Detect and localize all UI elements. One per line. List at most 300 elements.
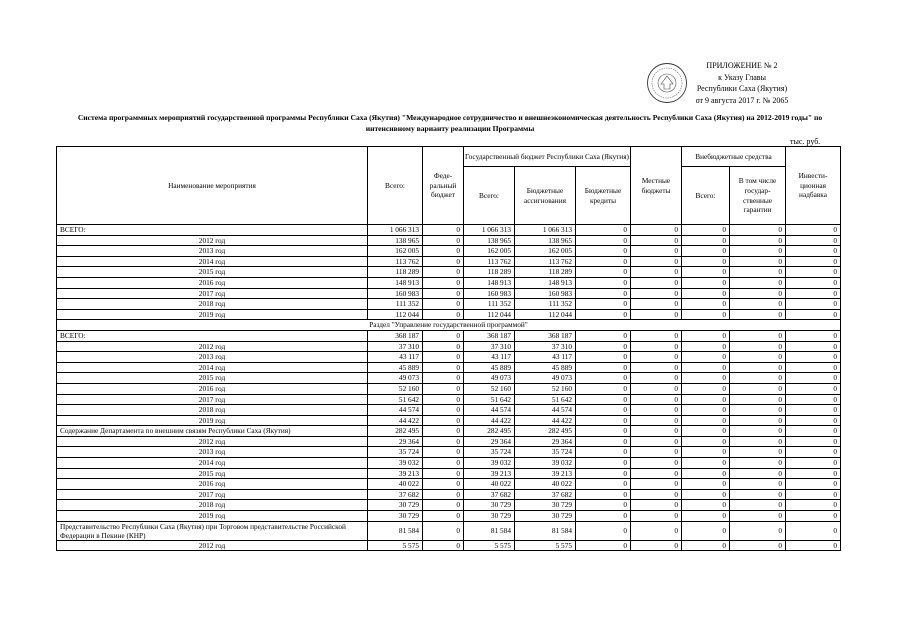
row-label: 2019 год bbox=[57, 309, 368, 320]
cell-value: 30 729 bbox=[515, 511, 576, 522]
cell-value: 0 bbox=[682, 246, 730, 257]
cell-value: 0 bbox=[423, 277, 464, 288]
cell-value: 0 bbox=[730, 458, 786, 469]
cell-value: 0 bbox=[786, 511, 841, 522]
cell-value: 148 913 bbox=[515, 277, 576, 288]
cell-value: 0 bbox=[786, 489, 841, 500]
cell-value: 160 983 bbox=[464, 288, 515, 299]
annex-line: Республики Саха (Якутия) bbox=[696, 84, 788, 93]
annex-line: ПРИЛОЖЕНИЕ № 2 bbox=[706, 61, 778, 70]
table-row bbox=[57, 277, 841, 288]
cell-value: 0 bbox=[682, 225, 730, 236]
cell-value: 0 bbox=[730, 540, 786, 551]
annex-stamp bbox=[672, 60, 812, 106]
cell-value: 0 bbox=[576, 225, 631, 236]
cell-value: 0 bbox=[786, 373, 841, 384]
cell-value: 0 bbox=[682, 352, 730, 363]
row-label: ВСЕГО: bbox=[57, 330, 368, 341]
cell-value: 0 bbox=[631, 277, 682, 288]
cell-value: 0 bbox=[730, 489, 786, 500]
cell-value: 0 bbox=[786, 394, 841, 405]
cell-value: 0 bbox=[730, 521, 786, 540]
cell-value: 0 bbox=[631, 394, 682, 405]
row-label: 2015 год bbox=[57, 267, 368, 278]
cell-value: 160 983 bbox=[368, 288, 423, 299]
cell-value: 39 032 bbox=[368, 458, 423, 469]
cell-value: 0 bbox=[786, 256, 841, 267]
cell-value: 282 495 bbox=[368, 426, 423, 437]
row-label: 2012 год bbox=[57, 341, 368, 352]
header-extra-total: Всего: bbox=[682, 167, 730, 225]
cell-value: 0 bbox=[631, 309, 682, 320]
cell-value: 40 022 bbox=[464, 479, 515, 490]
cell-value: 0 bbox=[631, 511, 682, 522]
cell-value: 0 bbox=[423, 235, 464, 246]
cell-value: 5 575 bbox=[515, 540, 576, 551]
cell-value: 43 117 bbox=[515, 352, 576, 363]
cell-value: 0 bbox=[730, 511, 786, 522]
cell-value: 0 bbox=[631, 352, 682, 363]
cell-value: 113 762 bbox=[368, 256, 423, 267]
cell-value: 39 213 bbox=[464, 468, 515, 479]
cell-value: 0 bbox=[423, 511, 464, 522]
cell-value: 37 310 bbox=[464, 341, 515, 352]
cell-value: 81 584 bbox=[515, 521, 576, 540]
cell-value: 30 729 bbox=[368, 500, 423, 511]
cell-value: 1 066 313 bbox=[464, 225, 515, 236]
cell-value: 0 bbox=[423, 458, 464, 469]
cell-value: 0 bbox=[631, 362, 682, 373]
cell-value: 0 bbox=[730, 225, 786, 236]
cell-value: 30 729 bbox=[464, 511, 515, 522]
cell-value: 112 044 bbox=[368, 309, 423, 320]
cell-value: 51 642 bbox=[515, 394, 576, 405]
cell-value: 0 bbox=[631, 540, 682, 551]
cell-value: 0 bbox=[682, 288, 730, 299]
cell-value: 29 364 bbox=[368, 436, 423, 447]
table-row bbox=[57, 405, 841, 416]
cell-value: 138 965 bbox=[515, 235, 576, 246]
cell-value: 81 584 bbox=[368, 521, 423, 540]
cell-value: 0 bbox=[682, 383, 730, 394]
cell-value: 0 bbox=[423, 521, 464, 540]
cell-value: 51 642 bbox=[464, 394, 515, 405]
cell-value: 0 bbox=[682, 540, 730, 551]
cell-value: 0 bbox=[786, 352, 841, 363]
row-label: 2016 год bbox=[57, 479, 368, 490]
cell-value: 43 117 bbox=[368, 352, 423, 363]
header-state-total: Всего: bbox=[464, 167, 515, 225]
cell-value: 0 bbox=[682, 373, 730, 384]
cell-value: 0 bbox=[423, 540, 464, 551]
cell-value: 30 729 bbox=[464, 500, 515, 511]
row-label: 2017 год bbox=[57, 394, 368, 405]
cell-value: 0 bbox=[423, 447, 464, 458]
cell-value: 0 bbox=[576, 479, 631, 490]
cell-value: 0 bbox=[631, 246, 682, 257]
cell-value: 0 bbox=[682, 267, 730, 278]
row-label: 2016 год bbox=[57, 383, 368, 394]
row-label: 2013 год bbox=[57, 352, 368, 363]
table-row bbox=[57, 299, 841, 310]
table-row bbox=[57, 256, 841, 267]
table-row bbox=[57, 447, 841, 458]
cell-value: 52 160 bbox=[464, 383, 515, 394]
cell-value: 1 066 313 bbox=[515, 225, 576, 236]
cell-value: 138 965 bbox=[464, 235, 515, 246]
cell-value: 0 bbox=[631, 373, 682, 384]
header-state-credit: Бюджетные кредиты bbox=[576, 167, 631, 225]
cell-value: 0 bbox=[682, 362, 730, 373]
cell-value: 138 965 bbox=[368, 235, 423, 246]
cell-value: 0 bbox=[682, 458, 730, 469]
header-state-budget: Государственный бюджет Республики Саха (Якутия) bbox=[464, 147, 631, 167]
cell-value: 0 bbox=[730, 447, 786, 458]
cell-value: 39 213 bbox=[368, 468, 423, 479]
cell-value: 0 bbox=[730, 436, 786, 447]
cell-value: 0 bbox=[631, 256, 682, 267]
cell-value: 81 584 bbox=[464, 521, 515, 540]
cell-value: 0 bbox=[682, 394, 730, 405]
cell-value: 0 bbox=[631, 479, 682, 490]
cell-value: 44 422 bbox=[515, 415, 576, 426]
cell-value: 43 117 bbox=[464, 352, 515, 363]
cell-value: 30 729 bbox=[515, 500, 576, 511]
table-row bbox=[57, 394, 841, 405]
cell-value: 0 bbox=[576, 299, 631, 310]
table-row bbox=[57, 521, 841, 540]
cell-value: 0 bbox=[682, 235, 730, 246]
cell-value: 0 bbox=[423, 415, 464, 426]
cell-value: 0 bbox=[730, 341, 786, 352]
cell-value: 0 bbox=[786, 267, 841, 278]
cell-value: 0 bbox=[576, 521, 631, 540]
annex-line: к Указу Главы bbox=[718, 72, 766, 82]
cell-value: 5 575 bbox=[464, 540, 515, 551]
cell-value: 0 bbox=[576, 383, 631, 394]
cell-value: 0 bbox=[631, 288, 682, 299]
table-row bbox=[57, 458, 841, 469]
cell-value: 111 352 bbox=[368, 299, 423, 310]
cell-value: 5 575 bbox=[368, 540, 423, 551]
table-row bbox=[57, 415, 841, 426]
cell-value: 0 bbox=[576, 267, 631, 278]
cell-value: 0 bbox=[730, 277, 786, 288]
cell-value: 0 bbox=[682, 426, 730, 437]
cell-value: 112 044 bbox=[515, 309, 576, 320]
header-total: Всего: bbox=[368, 147, 423, 225]
cell-value: 0 bbox=[786, 362, 841, 373]
cell-value: 0 bbox=[631, 267, 682, 278]
cell-value: 0 bbox=[786, 225, 841, 236]
cell-value: 0 bbox=[631, 383, 682, 394]
cell-value: 44 422 bbox=[464, 415, 515, 426]
cell-value: 368 187 bbox=[368, 330, 423, 341]
cell-value: 0 bbox=[631, 468, 682, 479]
cell-value: 282 495 bbox=[515, 426, 576, 437]
section-title: Раздел "Управление государственной программой" bbox=[57, 320, 841, 331]
cell-value: 0 bbox=[423, 267, 464, 278]
cell-value: 0 bbox=[576, 447, 631, 458]
cell-value: 0 bbox=[423, 330, 464, 341]
cell-value: 0 bbox=[730, 383, 786, 394]
table-row bbox=[57, 468, 841, 479]
header-local: Местные бюджеты bbox=[631, 147, 682, 225]
measures-table bbox=[56, 146, 841, 551]
cell-value: 0 bbox=[786, 468, 841, 479]
cell-value: 0 bbox=[786, 458, 841, 469]
cell-value: 368 187 bbox=[515, 330, 576, 341]
cell-value: 0 bbox=[576, 309, 631, 320]
cell-value: 1 066 313 bbox=[368, 225, 423, 236]
row-label: 2019 год bbox=[57, 511, 368, 522]
cell-value: 0 bbox=[423, 468, 464, 479]
cell-value: 0 bbox=[786, 277, 841, 288]
cell-value: 0 bbox=[786, 540, 841, 551]
cell-value: 0 bbox=[423, 479, 464, 490]
row-label: 2018 год bbox=[57, 405, 368, 416]
cell-value: 113 762 bbox=[464, 256, 515, 267]
cell-value: 0 bbox=[576, 426, 631, 437]
cell-value: 0 bbox=[786, 405, 841, 416]
table-row bbox=[57, 479, 841, 490]
cell-value: 0 bbox=[682, 468, 730, 479]
cell-value: 0 bbox=[730, 330, 786, 341]
cell-value: 37 682 bbox=[464, 489, 515, 500]
table-row bbox=[57, 540, 841, 551]
cell-value: 0 bbox=[576, 468, 631, 479]
cell-value: 49 073 bbox=[368, 373, 423, 384]
table-row bbox=[57, 500, 841, 511]
cell-value: 0 bbox=[682, 341, 730, 352]
cell-value: 0 bbox=[631, 500, 682, 511]
annex-line: от 9 августа 2017 г. № 2065 bbox=[695, 95, 789, 105]
cell-value: 368 187 bbox=[464, 330, 515, 341]
cell-value: 0 bbox=[423, 383, 464, 394]
cell-value: 0 bbox=[423, 500, 464, 511]
cell-value: 0 bbox=[682, 447, 730, 458]
cell-value: 0 bbox=[786, 415, 841, 426]
cell-value: 0 bbox=[631, 426, 682, 437]
cell-value: 0 bbox=[786, 330, 841, 341]
table-row bbox=[57, 246, 841, 257]
row-label: 2012 год bbox=[57, 540, 368, 551]
row-label: 2012 год bbox=[57, 235, 368, 246]
cell-value: 0 bbox=[423, 362, 464, 373]
row-label: 2012 год bbox=[57, 436, 368, 447]
cell-value: 0 bbox=[786, 500, 841, 511]
cell-value: 113 762 bbox=[515, 256, 576, 267]
cell-value: 0 bbox=[423, 309, 464, 320]
cell-value: 0 bbox=[423, 352, 464, 363]
table-row bbox=[57, 362, 841, 373]
cell-value: 0 bbox=[423, 246, 464, 257]
cell-value: 0 bbox=[423, 288, 464, 299]
cell-value: 35 724 bbox=[368, 447, 423, 458]
cell-value: 0 bbox=[576, 415, 631, 426]
cell-value: 52 160 bbox=[368, 383, 423, 394]
cell-value: 35 724 bbox=[464, 447, 515, 458]
cell-value: 0 bbox=[682, 415, 730, 426]
cell-value: 39 032 bbox=[464, 458, 515, 469]
cell-value: 0 bbox=[423, 394, 464, 405]
cell-value: 29 364 bbox=[515, 436, 576, 447]
cell-value: 0 bbox=[730, 415, 786, 426]
cell-value: 0 bbox=[423, 341, 464, 352]
row-label: 2019 год bbox=[57, 415, 368, 426]
cell-value: 162 005 bbox=[515, 246, 576, 257]
cell-value: 0 bbox=[730, 500, 786, 511]
cell-value: 0 bbox=[730, 256, 786, 267]
cell-value: 0 bbox=[730, 309, 786, 320]
table-row bbox=[57, 330, 841, 341]
cell-value: 39 213 bbox=[515, 468, 576, 479]
row-label: 2017 год bbox=[57, 489, 368, 500]
row-label: 2015 год bbox=[57, 468, 368, 479]
cell-value: 118 289 bbox=[368, 267, 423, 278]
cell-value: 44 422 bbox=[368, 415, 423, 426]
cell-value: 0 bbox=[786, 246, 841, 257]
cell-value: 0 bbox=[786, 235, 841, 246]
cell-value: 0 bbox=[423, 225, 464, 236]
cell-value: 0 bbox=[631, 235, 682, 246]
table-row bbox=[57, 235, 841, 246]
cell-value: 0 bbox=[682, 256, 730, 267]
cell-value: 0 bbox=[576, 405, 631, 416]
cell-value: 0 bbox=[576, 246, 631, 257]
cell-value: 111 352 bbox=[464, 299, 515, 310]
cell-value: 39 032 bbox=[515, 458, 576, 469]
cell-value: 0 bbox=[682, 521, 730, 540]
table-row bbox=[57, 383, 841, 394]
cell-value: 0 bbox=[730, 426, 786, 437]
table-row bbox=[57, 436, 841, 447]
cell-value: 0 bbox=[631, 447, 682, 458]
table-row bbox=[57, 341, 841, 352]
cell-value: 45 889 bbox=[464, 362, 515, 373]
row-label: 2018 год bbox=[57, 299, 368, 310]
cell-value: 0 bbox=[631, 225, 682, 236]
cell-value: 0 bbox=[576, 288, 631, 299]
header-invest: Инвести-ционная надбавка bbox=[786, 147, 841, 225]
cell-value: 0 bbox=[682, 277, 730, 288]
cell-value: 148 913 bbox=[464, 277, 515, 288]
cell-value: 0 bbox=[786, 436, 841, 447]
cell-value: 0 bbox=[576, 489, 631, 500]
row-label: 2018 год bbox=[57, 500, 368, 511]
cell-value: 0 bbox=[631, 489, 682, 500]
cell-value: 118 289 bbox=[515, 267, 576, 278]
cell-value: 0 bbox=[786, 341, 841, 352]
cell-value: 0 bbox=[682, 511, 730, 522]
row-label: 2014 год bbox=[57, 458, 368, 469]
cell-value: 49 073 bbox=[464, 373, 515, 384]
table-body bbox=[57, 225, 841, 551]
cell-value: 0 bbox=[576, 373, 631, 384]
cell-value: 0 bbox=[631, 415, 682, 426]
cell-value: 0 bbox=[423, 489, 464, 500]
cell-value: 0 bbox=[730, 468, 786, 479]
header-extra: Внебюджетные средства bbox=[682, 147, 786, 167]
cell-value: 0 bbox=[576, 500, 631, 511]
cell-value: 0 bbox=[423, 436, 464, 447]
cell-value: 37 310 bbox=[368, 341, 423, 352]
cell-value: 0 bbox=[786, 447, 841, 458]
table-row bbox=[57, 373, 841, 384]
cell-value: 37 682 bbox=[368, 489, 423, 500]
header-federal: Феде-ральный бюджет bbox=[423, 147, 464, 225]
cell-value: 0 bbox=[576, 458, 631, 469]
table-row bbox=[57, 309, 841, 320]
cell-value: 162 005 bbox=[464, 246, 515, 257]
cell-value: 40 022 bbox=[515, 479, 576, 490]
cell-value: 0 bbox=[423, 405, 464, 416]
row-label: ВСЕГО: bbox=[57, 225, 368, 236]
cell-value: 0 bbox=[682, 309, 730, 320]
cell-value: 35 724 bbox=[515, 447, 576, 458]
cell-value: 111 352 bbox=[515, 299, 576, 310]
cell-value: 0 bbox=[576, 256, 631, 267]
row-label: 2017 год bbox=[57, 288, 368, 299]
cell-value: 40 022 bbox=[368, 479, 423, 490]
cell-value: 282 495 bbox=[464, 426, 515, 437]
cell-value: 148 913 bbox=[368, 277, 423, 288]
cell-value: 0 bbox=[682, 489, 730, 500]
cell-value: 0 bbox=[786, 299, 841, 310]
cell-value: 0 bbox=[682, 436, 730, 447]
header-extra-guar: В том числе государ-ственные гарантии bbox=[730, 167, 786, 225]
cell-value: 0 bbox=[730, 288, 786, 299]
cell-value: 0 bbox=[576, 277, 631, 288]
cell-value: 0 bbox=[576, 330, 631, 341]
table-row bbox=[57, 489, 841, 500]
cell-value: 0 bbox=[631, 405, 682, 416]
cell-value: 0 bbox=[730, 299, 786, 310]
cell-value: 44 574 bbox=[515, 405, 576, 416]
header-name: Наименование мероприятия bbox=[57, 147, 368, 225]
cell-value: 0 bbox=[786, 521, 841, 540]
cell-value: 37 682 bbox=[515, 489, 576, 500]
cell-value: 0 bbox=[631, 521, 682, 540]
cell-value: 0 bbox=[576, 436, 631, 447]
table-row bbox=[57, 267, 841, 278]
cell-value: 0 bbox=[786, 426, 841, 437]
cell-value: 0 bbox=[631, 330, 682, 341]
cell-value: 0 bbox=[631, 341, 682, 352]
cell-value: 44 574 bbox=[368, 405, 423, 416]
cell-value: 0 bbox=[576, 540, 631, 551]
cell-value: 0 bbox=[730, 267, 786, 278]
cell-value: 112 044 bbox=[464, 309, 515, 320]
cell-value: 0 bbox=[423, 426, 464, 437]
cell-value: 0 bbox=[423, 256, 464, 267]
cell-value: 0 bbox=[576, 352, 631, 363]
cell-value: 0 bbox=[730, 373, 786, 384]
cell-value: 0 bbox=[576, 235, 631, 246]
row-label: Представительство Республики Саха (Якутия) при Торговом представительстве Российской Федерации в Пекине (КНР) bbox=[57, 521, 368, 540]
cell-value: 0 bbox=[730, 352, 786, 363]
cell-value: 0 bbox=[423, 299, 464, 310]
row-label: 2013 год bbox=[57, 447, 368, 458]
cell-value: 45 889 bbox=[515, 362, 576, 373]
cell-value: 0 bbox=[576, 394, 631, 405]
cell-value: 0 bbox=[730, 405, 786, 416]
cell-value: 44 574 bbox=[464, 405, 515, 416]
cell-value: 0 bbox=[631, 436, 682, 447]
cell-value: 45 889 bbox=[368, 362, 423, 373]
cell-value: 0 bbox=[682, 405, 730, 416]
cell-value: 0 bbox=[730, 479, 786, 490]
